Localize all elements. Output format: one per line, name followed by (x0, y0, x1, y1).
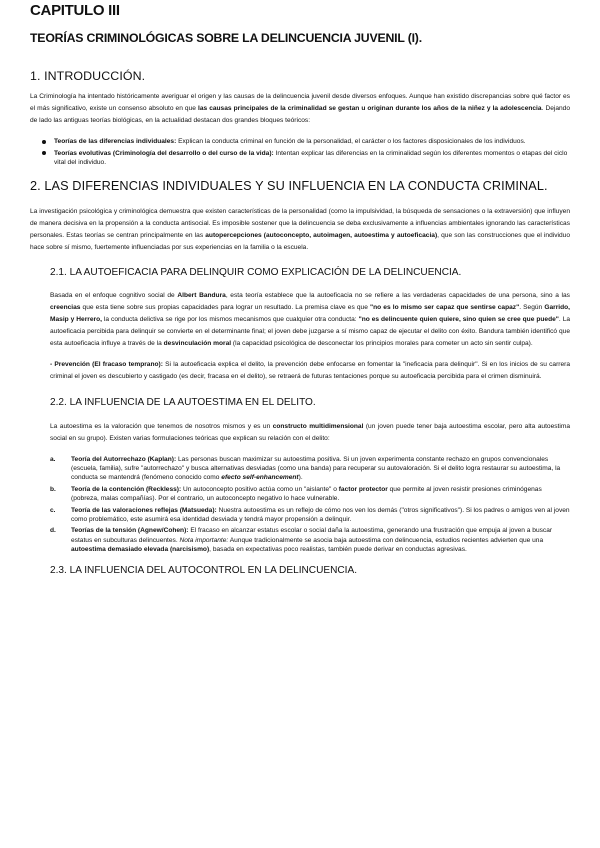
s22-text-a: La autoestima es la valoración que tenemos de nosotros mismos y es un (50, 423, 273, 431)
list-item-term: Teorías de las diferencias individuales: (54, 138, 177, 146)
list-item (50, 485, 570, 504)
list-item-desc: Nuestra autoestima es un reflejo de cómo nos ven los demás ("otros significativos"). Si los padres o amigos ven al joven como problemático, este asumirá esa identidad desviada y tendrá mayor propensión a delinquir. (71, 506, 570, 524)
intro-paragraph (30, 91, 570, 126)
section-2-1-paragraph (50, 290, 570, 349)
s21-text-k: . La autoeficacia percibida para delinquir se convierte en el determinante final; el joven debe juzgarse a sí mismo capaz de ejecutar el delito con éxito. Bandura también identificó que esta autoeficacia influye a través de la (50, 316, 571, 347)
s21-text-i: la conducta delictiva se rige por los mismos mecanismos que cualquier otra conducta: (101, 316, 359, 324)
s21-text-j: "no es delincuente quien quiere, sino quien se cree que puede" (358, 316, 559, 324)
list-item-tail: Aunque tradicionalmente se asocia baja autoestima con delincuencia, estudios recientes advierten que una (228, 536, 544, 544)
s22-text-b: constructo multidimensional (272, 423, 364, 431)
list-item-term: Teoría del Autorrechazo (Kaplan): (71, 455, 177, 463)
s2-text-b: autopercepciones (autoconcepto, autoimagen, autoestima y autoeficacia) (205, 231, 438, 239)
list-item-term: Teoría de las valoraciones reflejas (Matsueda): (71, 506, 217, 514)
list-item-desc: Intentan explicar las diferencias en la criminalidad según los diferentes momentos o etapas del ciclo vital del individuo. (54, 149, 568, 166)
list-item-desc: El fracaso en alcanzar estatus escolar o social daña la autoestima, generando una frustración que empuja al joven a buscar estatus en subculturas delincuentes. (71, 527, 553, 544)
prevention-paragraph (50, 359, 570, 383)
list-item-note: Nota importante: (179, 536, 229, 544)
s2-text-c: , que son las construcciones que el individuo hace sobre sí mismo, fuertemente influenciadas por sus experiencias en la familia o la escuela. (30, 231, 570, 251)
s21-text-h: Garrido, Masip y Herrero, (50, 304, 570, 324)
document-title: TEORÍAS CRIMINOLÓGICAS SOBRE LA DELINCUENCIA JUVENIL (I). (30, 31, 422, 45)
list-item (50, 526, 570, 554)
list-marker: d. (50, 527, 56, 535)
s21-text-a: Basada en el enfoque cognitivo social de (50, 292, 178, 300)
list-item-term: Teorías de la tensión (Agnew/Cohen): (71, 527, 189, 535)
self-esteem-theories-list (50, 455, 570, 555)
s21-text-c: , esta teoría establece que la autoeficacia no se refiere a las verdaderas capacidades de una persona, sino a las (225, 292, 570, 300)
list-item-desc: Las personas buscan maximizar su autoestima positiva. Si un joven experimenta constante rechazo en grupos convencionales (escuela, familia), sufre "autorrechazo" y busca alternativas desviadas (como una banda) para recuperar su autovaloración. Si el delito logra restaurar su autoestima, la conducta se mantendrá (fenómeno conocido como (71, 455, 561, 482)
s21-text-d: creencias (50, 304, 81, 312)
list-item-term: Teorías evolutivas (Criminología del desarrollo o del curso de la vida): (54, 149, 274, 157)
prevention-text: Si la autoeficacia explica el delito, la prevención debe enfocarse en fomentar la "ineficacia para delinquir". Si en los inicios de su carrera criminal el joven es descubierto y castigado (es decir, fracasa en el delito), se retraerá de futuras tentaciones porque su autoeficacia percibida para el crimen disminuirá. (50, 361, 570, 381)
section-2-heading: 2. LAS DIFERENCIAS INDIVIDUALES Y SU INFLUENCIA EN LA CONDUCTA CRIMINAL. (30, 179, 548, 194)
s22-text-c: (un joven puede tener baja autoestima escolar, pero alta autoestima social en su grupo). Existen varias formulaciones teóricas que explican su relación con el delito: (50, 423, 570, 442)
s21-text-f: "no es lo mismo ser capaz que sentirse capaz" (370, 304, 520, 312)
section-1-heading: 1. INTRODUCCIÓN. (30, 69, 146, 83)
section-2-2-heading: 2.2. LA INFLUENCIA DE LA AUTOESTIMA EN EL DELITO. (50, 397, 316, 409)
list-item-emph: autoestima demasiado elevada (narcisismo) (71, 546, 210, 554)
list-item (50, 506, 570, 525)
list-item (40, 137, 570, 146)
s2-text-a: La investigación psicológica y criminológica demuestra que existen características de la personalidad (como la impulsividad, la búsqueda de sensaciones o la extraversión) que influyen de manera decisiva en la propensión a la conducta antisocial. Es imposible sostener que la delincuencia se deba exclusivamente a influencias ambientales ignorando las características personales. Estas teorías se centran principalmente en las (30, 208, 570, 239)
list-item-tail: que permite al joven resistir presiones criminógenas (pobreza, malas compañías). Por el contrario, un autoconcepto negativo lo hace vulnerable. (71, 485, 542, 503)
chapter-title: CAPITULO III (30, 2, 120, 19)
list-item-emph: factor protector (338, 485, 388, 493)
list-item (40, 149, 570, 168)
s21-text-g: . Según (519, 304, 545, 312)
intro-text-c: . Dejando de lado las antiguas teorías biológicas, en la actualidad destacan dos grandes bloques teóricos: (30, 104, 571, 124)
list-marker: b. (50, 485, 56, 493)
s21-text-l: desvinculación moral (163, 339, 232, 347)
list-item-term: Teoría de la contención (Reckless): (71, 485, 182, 493)
theory-blocks-list (40, 137, 570, 167)
list-item-desc: Un autoconcepto positivo actúa como un "aislante" o (181, 485, 339, 493)
s21-text-m: (la capacidad psicológica de desconectar los principios morales para cometer un acto sin sentir culpa). (231, 339, 533, 347)
s21-text-b: Albert Bandura (177, 292, 226, 300)
list-item-desc: Explican la conducta criminal en función de la personalidad, el carácter o los factores disposicionales de los individuos. (176, 138, 526, 146)
section-2-paragraph (30, 206, 570, 253)
intro-text-a: La Criminología ha intentado históricamente averiguar el origen y las causas de la delincuencia juvenil desde diversos enfoques. Aunque han existido discrepancias sobre qué factor es el más significativo, existe un consenso absoluto en que (30, 93, 570, 112)
section-2-3-heading: 2.3. LA INFLUENCIA DEL AUTOCONTROL EN LA DELINCUENCIA. (50, 564, 358, 576)
list-item-tail: ). (298, 474, 303, 482)
section-2-1-heading: 2.1. LA AUTOEFICACIA PARA DELINQUIR COMO EXPLICACIÓN DE LA DELINCUENCIA. (50, 267, 462, 279)
list-item-end: , basada en expectativas poco realistas, también puede derivar en conductas agresivas. (209, 546, 467, 554)
prevention-term: - Prevención (El fracaso temprano): (50, 361, 163, 369)
section-2-2-paragraph (50, 421, 570, 445)
list-marker: c. (50, 506, 56, 514)
intro-text-b: las causas principales de la criminalidad se gestan u originan durante los años de la niñez y la adolescencia (197, 104, 542, 112)
s21-text-e: que esta tiene sobre sus propias capacidades para lograr un resultado. La premisa clave es que (80, 304, 370, 312)
list-marker: a. (50, 455, 56, 463)
list-item-emph: efecto self-enhancement (221, 474, 299, 482)
list-item (50, 455, 570, 483)
